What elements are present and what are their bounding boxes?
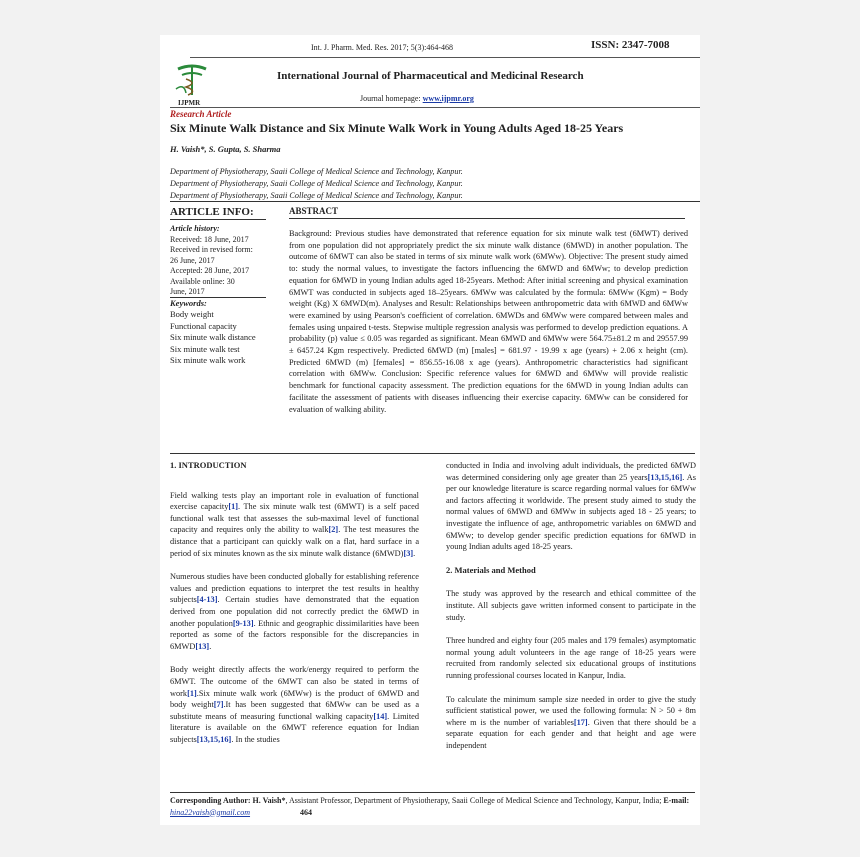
keyword: Functional capacity xyxy=(170,320,237,331)
article-history xyxy=(170,224,268,298)
paragraph: Field walking tests play an important role in evaluation of functional exercise capacity[1]. The six minute walk test (6MWT) is a self paced functional walk test that assesses the sub-maximal level of functional capacity and requires only the ability to walk[2]. The test measures the distance that a participant can quickly walk on a flat, hard surface in a period of six minutes known as the six minute walk distance (6MWD)[3]. xyxy=(170,490,419,558)
abstract-heading: ABSTRACT xyxy=(289,206,339,216)
history-line: Available online: 30 xyxy=(170,276,235,286)
keyword: Six minute walk distance xyxy=(170,332,256,342)
abstract-text: Background: Previous studies have demonstrated that reference equation for six minute walk test (6MWT) derived from one population did not appropriately predict the six minute walk distance (6MWD) in another population. The outcome of 6MWT can also be stated in terms of six minute walk work (6MWw). Objective: The present study aimed to: study the normal values, to investigate the factors influencing the 6MWD and 6MWw; to develop prediction equation for 6MWD in young Indian adults aged 18-25years. Method: After initial screening and physical examination 6MWT was conducted in subjects aged 18–25years. 6MWw was calculated by the formula: 6MWw (Kgm) = Body weight (Kg) X 6MWD(m). Analyses and Result: Relationships between anthropometric data with 6MWD and 6MWw were examined by using Pearson's coefficient of correlation. 6MWDs and 6MWw were compared between males and females using unpaired t-tests. Stepwise multiple regression analysis was performed to develop prediction equations. A probability (p) value ≤ 0.05 was regarded as significant. Mean 6MWD and 6MWw were 564.75±81.2 m and 29557.99 ± 6457.24 Kgm respectively. Predicted 6MWD (m) [males] = 681.97 - 19.99 x age (years) + 2.06 x height (cm). Predicted 6MWD (m) [females] = 856.55-16.08 x age (years). Anthropometric characteristics had significant correlation with 6MWw. Conclusion: Specific reference values for 6MWD and 6MWw will provide realistic benchmark for functional capacity assessment. The prediction equations for the 6MWD in young Indian adults can facilitate the assessment of patients with diseases influencing their exercise capacity. 6MWw can be considered for evaluation of walking ability. xyxy=(289,229,688,414)
citation-link[interactable]: [9-13] xyxy=(232,618,254,628)
citation-link[interactable]: [14] xyxy=(373,711,388,721)
history-line: Received in revised form: xyxy=(170,245,253,254)
history-line: Received: 18 June, 2017 xyxy=(170,234,249,244)
history-line: June, 2017 xyxy=(170,287,205,296)
citation-link[interactable]: [3] xyxy=(403,548,414,558)
footer-author: H. Vaish* xyxy=(252,796,286,805)
article-page xyxy=(160,35,700,825)
paragraph: conducted in India and involving adult individuals, the predicted 6MWD was determined considering only age greater than 25 years[13,15,16]. As per our knowledge literature is scarce regarding normal values for 6MWw and factors affecting it worldwide. The present study aimed to study the normal values of 6MWD and 6MWw in subjects aged 18 - 25 years; to investigate the influence of age, anthropometric variables on 6MWD and 6MWw; to develop gender specific prediction equations for 6MWD in young Indian adults aged 18-25 years. xyxy=(446,461,696,552)
paragraph: To calculate the minimum sample size needed in order to give the study sufficient statistical power, we used the following formula: N > 50 + 8m where m is the number of variables[17]. Given that there should be a separate equation for each gender and that height and age were independent xyxy=(446,694,696,750)
abstract-rule xyxy=(289,218,685,219)
homepage-link[interactable]: www.ijpmr.org xyxy=(422,94,474,103)
body-column-right xyxy=(446,460,696,763)
authors: H. Vaish*, S. Gupta, S. Sharma xyxy=(170,144,281,154)
article-info-rule xyxy=(170,219,266,220)
section-heading: 2. Materials and Method xyxy=(446,564,536,575)
running-header: Int. J. Pharm. Med. Res. 2017; 5(3):464-468 xyxy=(311,43,453,52)
journal-homepage xyxy=(360,94,474,103)
section-rule xyxy=(170,201,700,202)
citation-link[interactable]: [2] xyxy=(328,525,339,535)
citation-link[interactable]: [17] xyxy=(573,717,588,727)
header-rule xyxy=(190,57,700,58)
paragraph: Three hundred and eighty four (205 males and 179 females) asymptomatic normal young adult volunteers in the age range of 18-25 years were recruited from randomly selected six educational groups of institutions running professional courses located in Kanpur, India. xyxy=(446,636,696,680)
journal-logo xyxy=(172,63,212,107)
email-label: E-mail: xyxy=(663,796,690,805)
article-info-heading: ARTICLE INFO: xyxy=(170,206,254,218)
citation-link[interactable]: [13,15,16] xyxy=(196,734,232,744)
keyword: Six minute walk work xyxy=(170,355,246,365)
citation-link[interactable]: [13,15,16] xyxy=(647,472,683,482)
keyword: Six minute walk test xyxy=(170,343,240,354)
affiliation: Department of Physiotherapy, Saaii College of Medical Science and Technology, Kanpur. xyxy=(170,191,463,200)
keyword: Body weight xyxy=(170,309,214,319)
affiliations xyxy=(170,166,463,202)
keywords-list xyxy=(170,309,256,367)
footer-rule xyxy=(170,792,695,793)
footer-label: Corresponding Author: xyxy=(170,796,251,805)
keywords-heading: Keywords: xyxy=(170,298,207,308)
history-heading: Article history: xyxy=(170,224,220,233)
section-heading: 1. INTRODUCTION xyxy=(170,460,247,470)
logo-text: IJPMR xyxy=(178,99,201,107)
footer-detail: , Assistant Professor, Department of Physiotherapy, Saaii College of Medical Science and Technology, Kanpur, India; xyxy=(285,796,662,805)
header-rule-2 xyxy=(170,107,700,108)
affiliation: Department of Physiotherapy, Saaii College of Medical Science and Technology, Kanpur. xyxy=(170,167,463,176)
article-type: Research Article xyxy=(170,109,232,119)
history-line: Accepted: 28 June, 2017 xyxy=(170,266,250,275)
affiliation: Department of Physiotherapy, Saaii College of Medical Science and Technology, Kanpur. xyxy=(170,179,463,188)
paragraph: The study was approved by the research and ethical committee of the institute. All subjects gave written informed consent to participate in the study. xyxy=(446,589,696,622)
email-link[interactable]: hina22vaish@gmail.com xyxy=(170,807,251,817)
paper-title: Six Minute Walk Distance and Six Minute Walk Work in Young Adults Aged 18-25 Years xyxy=(170,121,624,135)
corresponding-author xyxy=(170,795,695,818)
paragraph: Numerous studies have been conducted globally for establishing reference values and prediction equations to interpret the test results in healthy subjects[4-13]. Certain studies have demonstrated that the equation derived from one population did not correctly predict the 6MWD in another population[9-13]. Ethnic and geographic dissimilarities have been reported as some of the factors responsible for the discrepancies in 6MWD[13]. xyxy=(170,572,419,651)
body-column-left xyxy=(170,460,419,757)
history-line: 26 June, 2017 xyxy=(170,255,215,265)
page-number: 464 xyxy=(300,807,313,817)
issn: ISSN: 2347-7008 xyxy=(591,39,670,51)
homepage-label: Journal homepage: xyxy=(360,94,421,103)
citation-link[interactable]: [7] xyxy=(213,700,224,710)
citation-link[interactable]: [1] xyxy=(187,688,197,698)
citation-link[interactable]: [4-13] xyxy=(196,595,218,605)
journal-title: International Journal of Pharmaceutical and Medicinal Research xyxy=(277,70,584,82)
paragraph: Body weight directly affects the work/energy required to perform the 6MWT. The outcome of the 6MWT can also be stated in terms of work[1].Six minute walk work (6MWw) is the product of 6MWD and body weight[7].It has been suggested that 6MWw can be used as a substitute means of measuring functional walking capacity[14]. Limited literature is available on the 6MWT reference equation for Indian subjects[13,15,16]. In the studies xyxy=(170,665,420,744)
section-rule-2 xyxy=(170,453,695,454)
citation-link[interactable]: [1] xyxy=(228,502,239,512)
citation-link[interactable]: [13] xyxy=(195,641,210,651)
